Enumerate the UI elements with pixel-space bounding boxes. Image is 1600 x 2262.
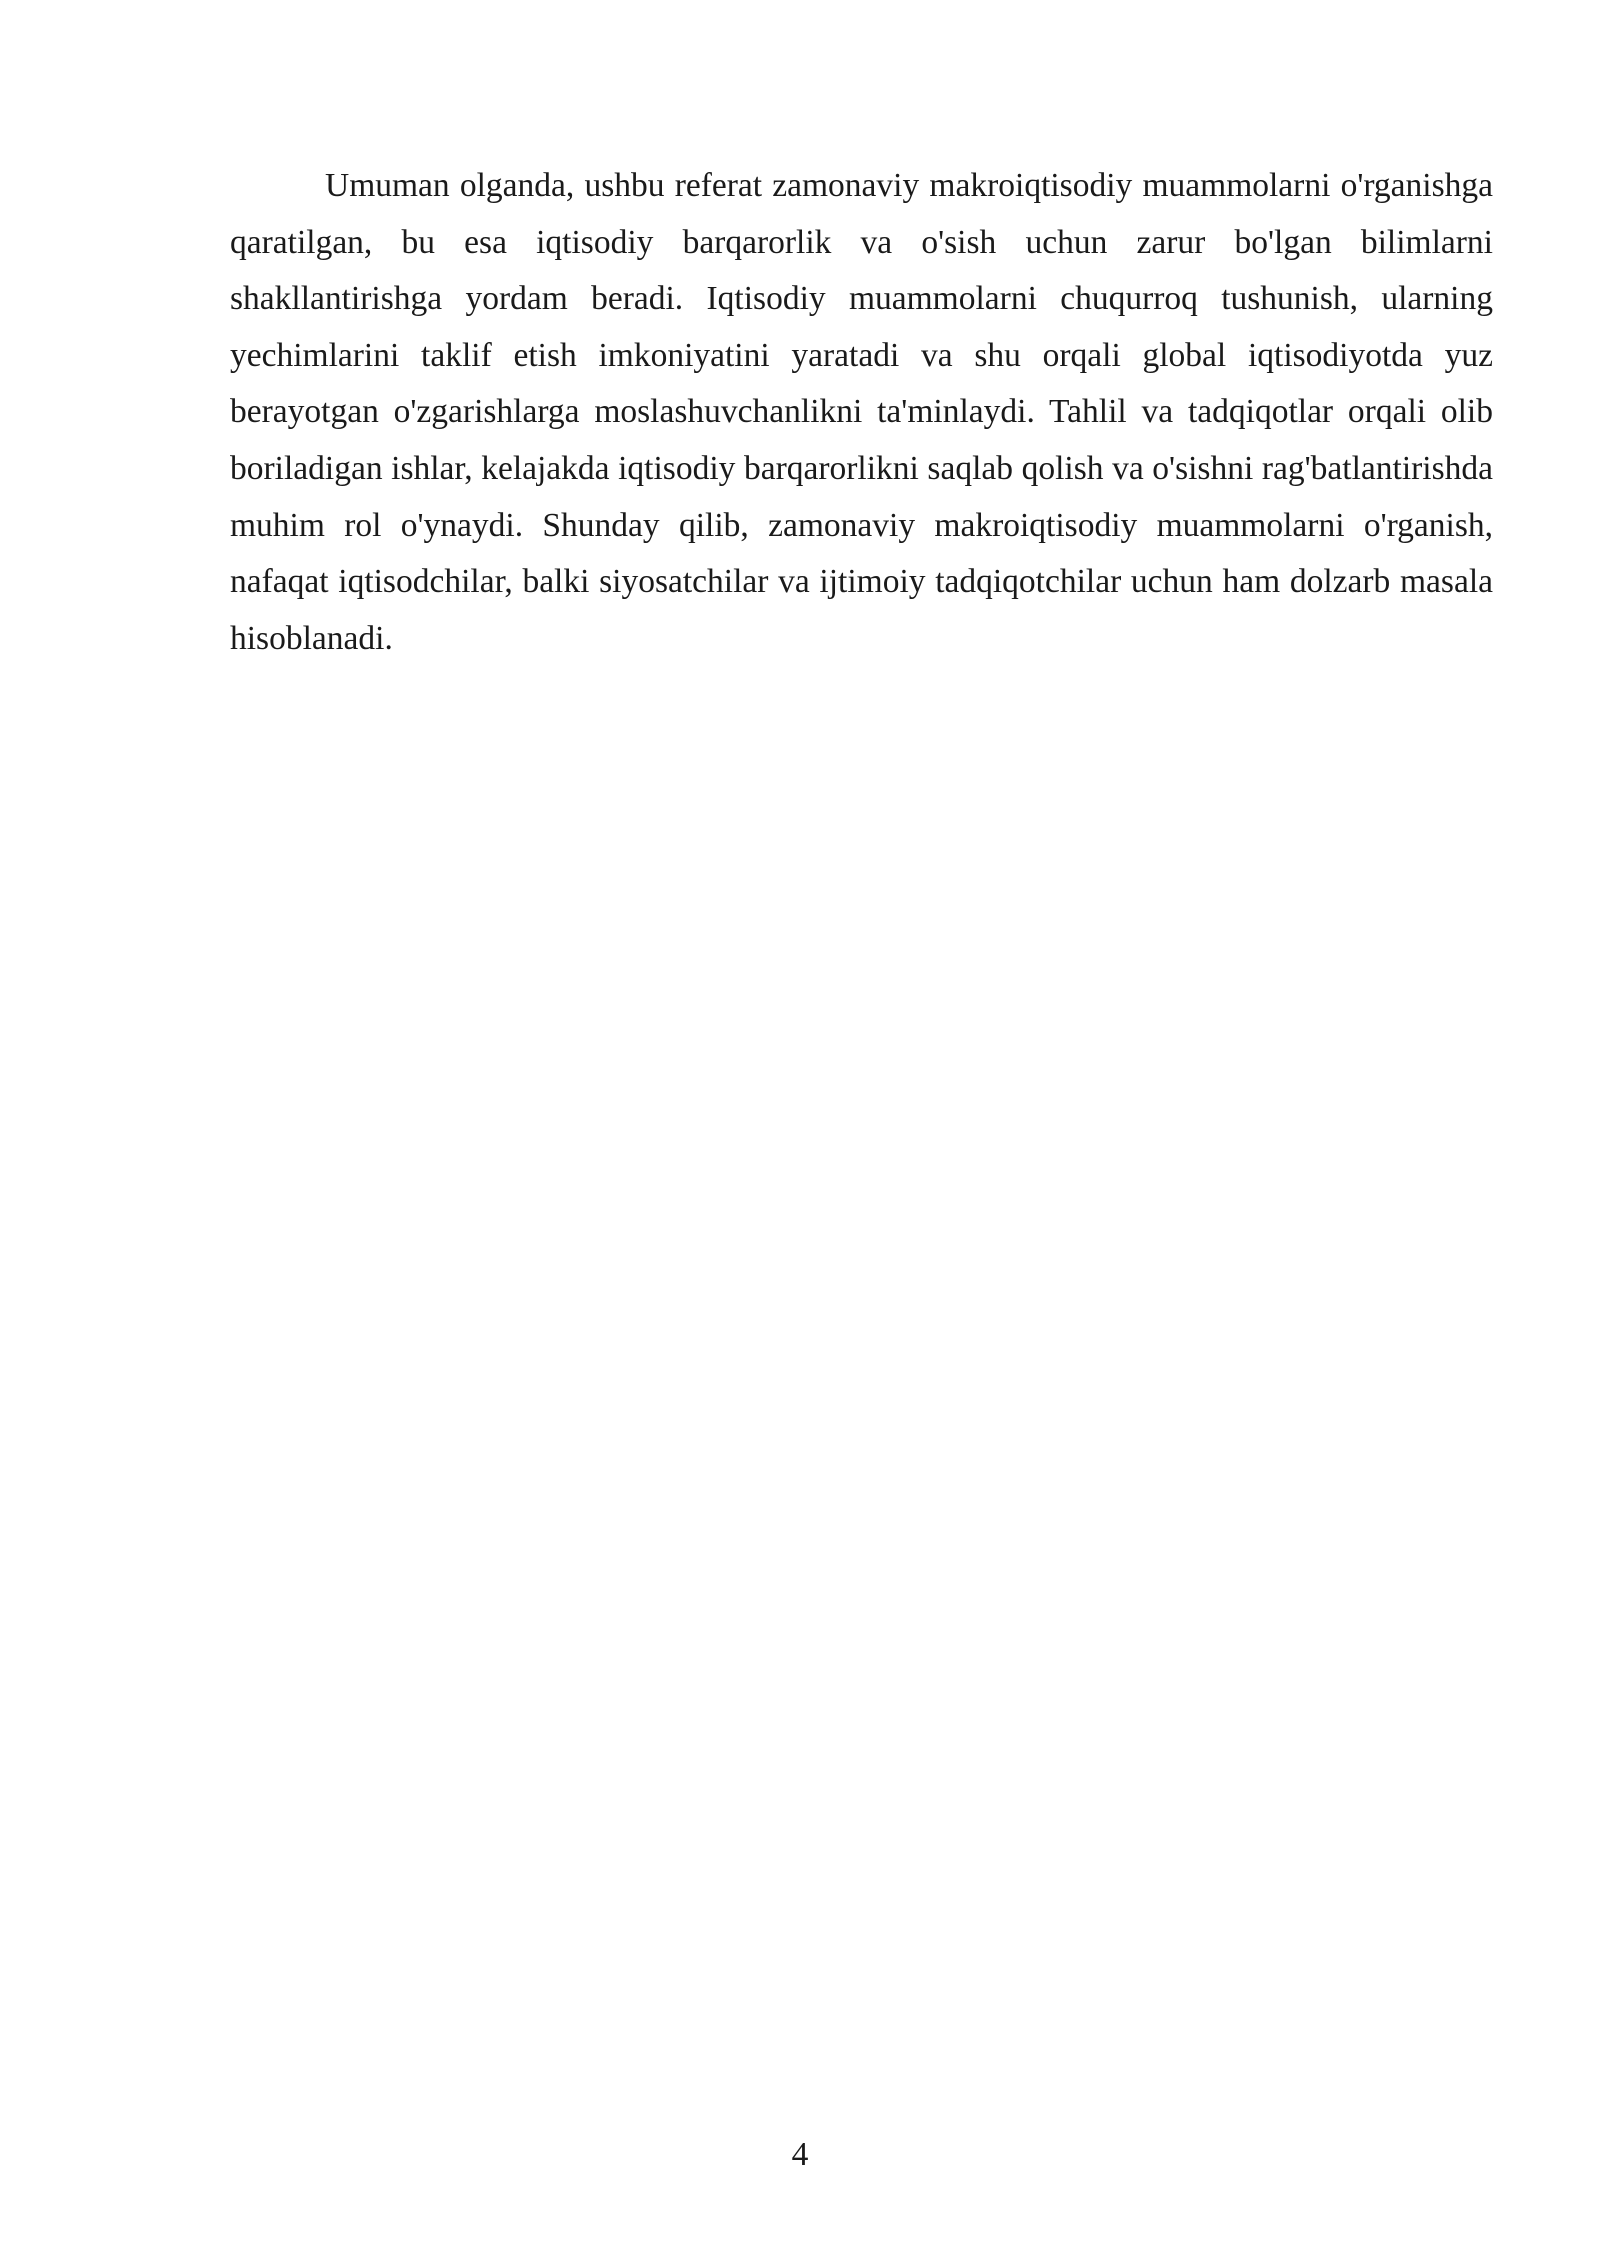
page-number: 4: [791, 2136, 809, 2173]
body-paragraph: Umuman olganda, ushbu referat zamonaviy makroiqtisodiy muammolarni o'rganishga qaratilgan, bu esa iqtisodiy barqarorlik va o'sish uchun zarur bo'lgan bilimlarni shakllantirishga yordam beradi. Iqtisodiy muammolarni chuqurroq tushunish, ularning yechimlarini taklif etish imkoniyatini yaratadi va shu orqali global iqtisodiyotda yuz berayotgan o'zgarishlarga moslashuvchanlikni ta'minlaydi. Tahlil va tadqiqotlar orqali olib boriladigan ishlar, kelajakda iqtisodiy barqarorlikni saqlab qolish va o'sishni rag'batlantirishda muhim rol o'ynaydi. Shunday qilib, zamonaviy makroiqtisodiy muammolarni o'rganish, nafaqat iqtisodchilar, balki siyosatchilar va ijtimoiy tadqiqotchilar uchun ham dolzarb masala hisoblanadi.: [230, 167, 1493, 657]
